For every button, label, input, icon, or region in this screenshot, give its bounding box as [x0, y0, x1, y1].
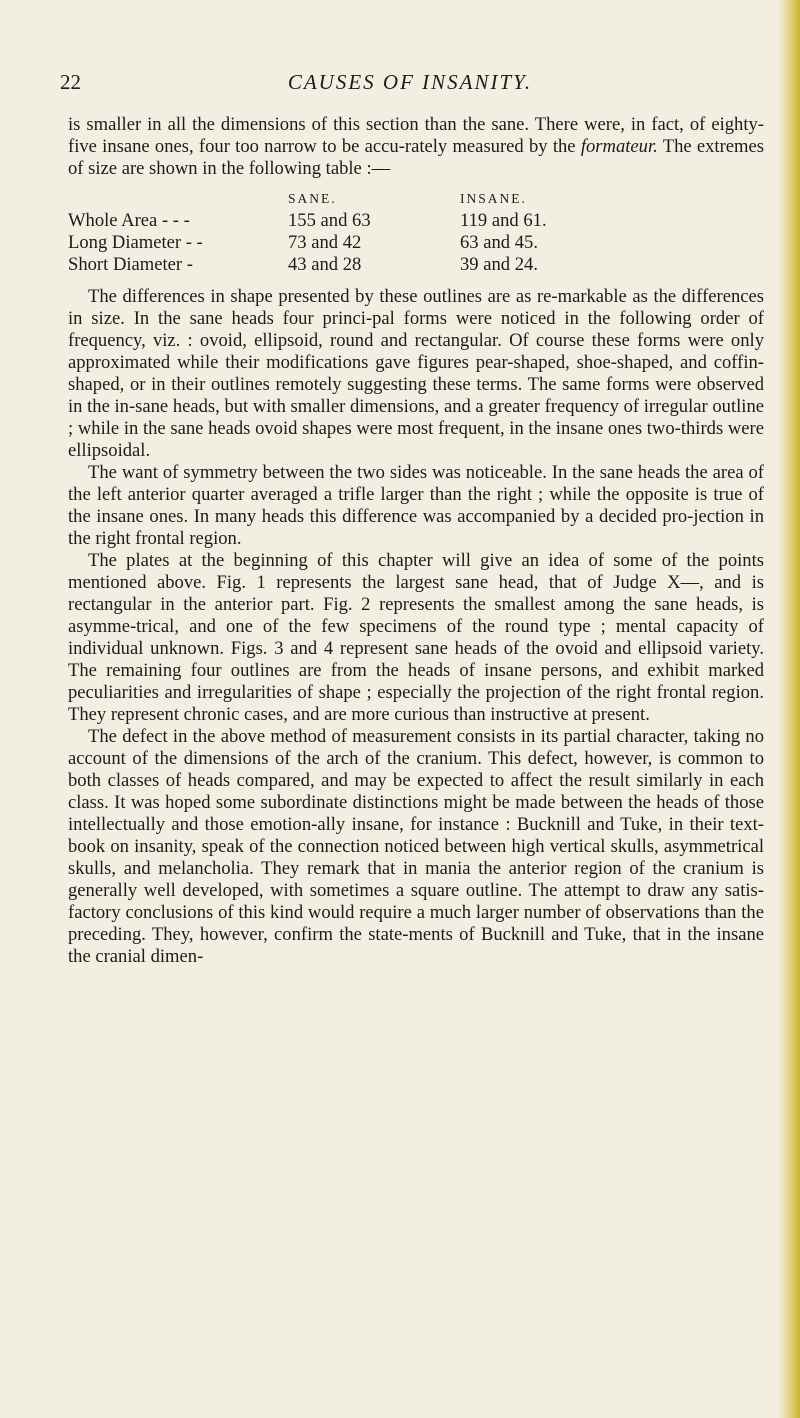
row-label: Long Diameter - - — [68, 232, 203, 253]
paragraph-defect: The defect in the above method of measurement consists in its partial character, taking no account of the dimensions of the arch of the cranium. This defect, however, is common to both classes of heads compared, and may be expected to affect the result similarly in each class. It was hoped some subordinate distinctions might be made between the heads of those intellectually and those emotion-ally insane, for instance : Bucknill and Tuke, in their text-book on insanity, speak of the connection noticed between high vertical skulls, asymmetrical skulls, and melancholia. They remark that in mania the anterior region of the cranium is generally well developed, with sometimes a square outline. The attempt to draw any satis-factory conclusions of this kind would require a much larger number of observations than the preceding. They, however, confirm the state-ments of Bucknill and Tuke, that in the insane the cranial dimen- — [68, 726, 764, 967]
row-label: Short Diameter - — [68, 254, 193, 275]
intro-italic-term: formateur. — [580, 136, 658, 157]
intro-text-before: is smaller in all the dimensions of this section than the sane. There were, in fact, of eighty-five insane ones, four too narrow to be accu-rately measured by the — [68, 114, 764, 157]
size-table — [68, 188, 620, 276]
table-row — [68, 210, 620, 232]
sane-value: 43 and 28 — [288, 254, 362, 275]
intro-paragraph — [68, 114, 764, 180]
page-number: 22 — [60, 70, 81, 94]
sane-value: 73 and 42 — [288, 232, 362, 253]
insane-value: 119 and 61. — [460, 210, 547, 231]
sane-value: 155 and 63 — [288, 210, 371, 231]
table-row — [68, 254, 620, 276]
insane-value: 63 and 45. — [460, 232, 538, 253]
table-header-insane: INSANE. — [460, 191, 527, 206]
running-title: CAUSES OF INSANITY. — [287, 70, 533, 94]
intro-text-after: The extremes of size are shown in the following table :— — [68, 136, 764, 179]
paragraph-plates: The plates at the beginning of this chapter will give an idea of some of the points mentioned above. Fig. 1 represents the largest sane head, that of Judge X—, and is rectangular in the anterior part. Fig. 2 represents the smallest among the sane heads, is asymme-trical, and one of the few specimens of the round type ; mental capacity of individual unknown. Figs. 3 and 4 represent sane heads of the ovoid and ellipsoid variety. The remaining four outlines are from the heads of insane persons, and exhibit marked peculiarities and irregularities of shape ; especially the projection of the right frontal region. They represent chronic cases, and are more curious than instructive at present. — [68, 550, 764, 725]
insane-value: 39 and 24. — [460, 254, 538, 275]
table-header-blank — [68, 188, 288, 210]
table-header-sane: SANE. — [288, 191, 337, 206]
page-header — [60, 70, 760, 104]
row-label: Whole Area - - - — [68, 210, 190, 231]
size-table-header — [68, 188, 620, 210]
paragraph-shape: The differences in shape presented by these outlines are as re-markable as the differences in size. In the sane heads four princi-pal forms were noticed in the following order of frequency, viz. : ovoid, ellipsoid, round and rectangular. Of course these forms were only approximated while their modifications gave figures pear-shaped, shoe-shaped, and coffin-shaped, or in their outlines remotely suggesting these terms. The same forms were observed in the in-sane heads, but with smaller dimensions, and a greater frequency of irregular outline ; while in the sane heads ovoid shapes were most frequent, in the insane ones two-thirds were ellipsoidal. — [68, 286, 765, 461]
body-text — [68, 114, 764, 968]
table-row — [68, 232, 620, 254]
paragraph-symmetry: The want of symmetry between the two sides was noticeable. In the sane heads the area of the left anterior quarter averaged a trifle larger than the right ; while the opposite is true of the insane ones. In many heads this difference was accompanied by a decided pro-jection in the right frontal region. — [68, 462, 764, 549]
page-edge-shading — [778, 0, 800, 1418]
